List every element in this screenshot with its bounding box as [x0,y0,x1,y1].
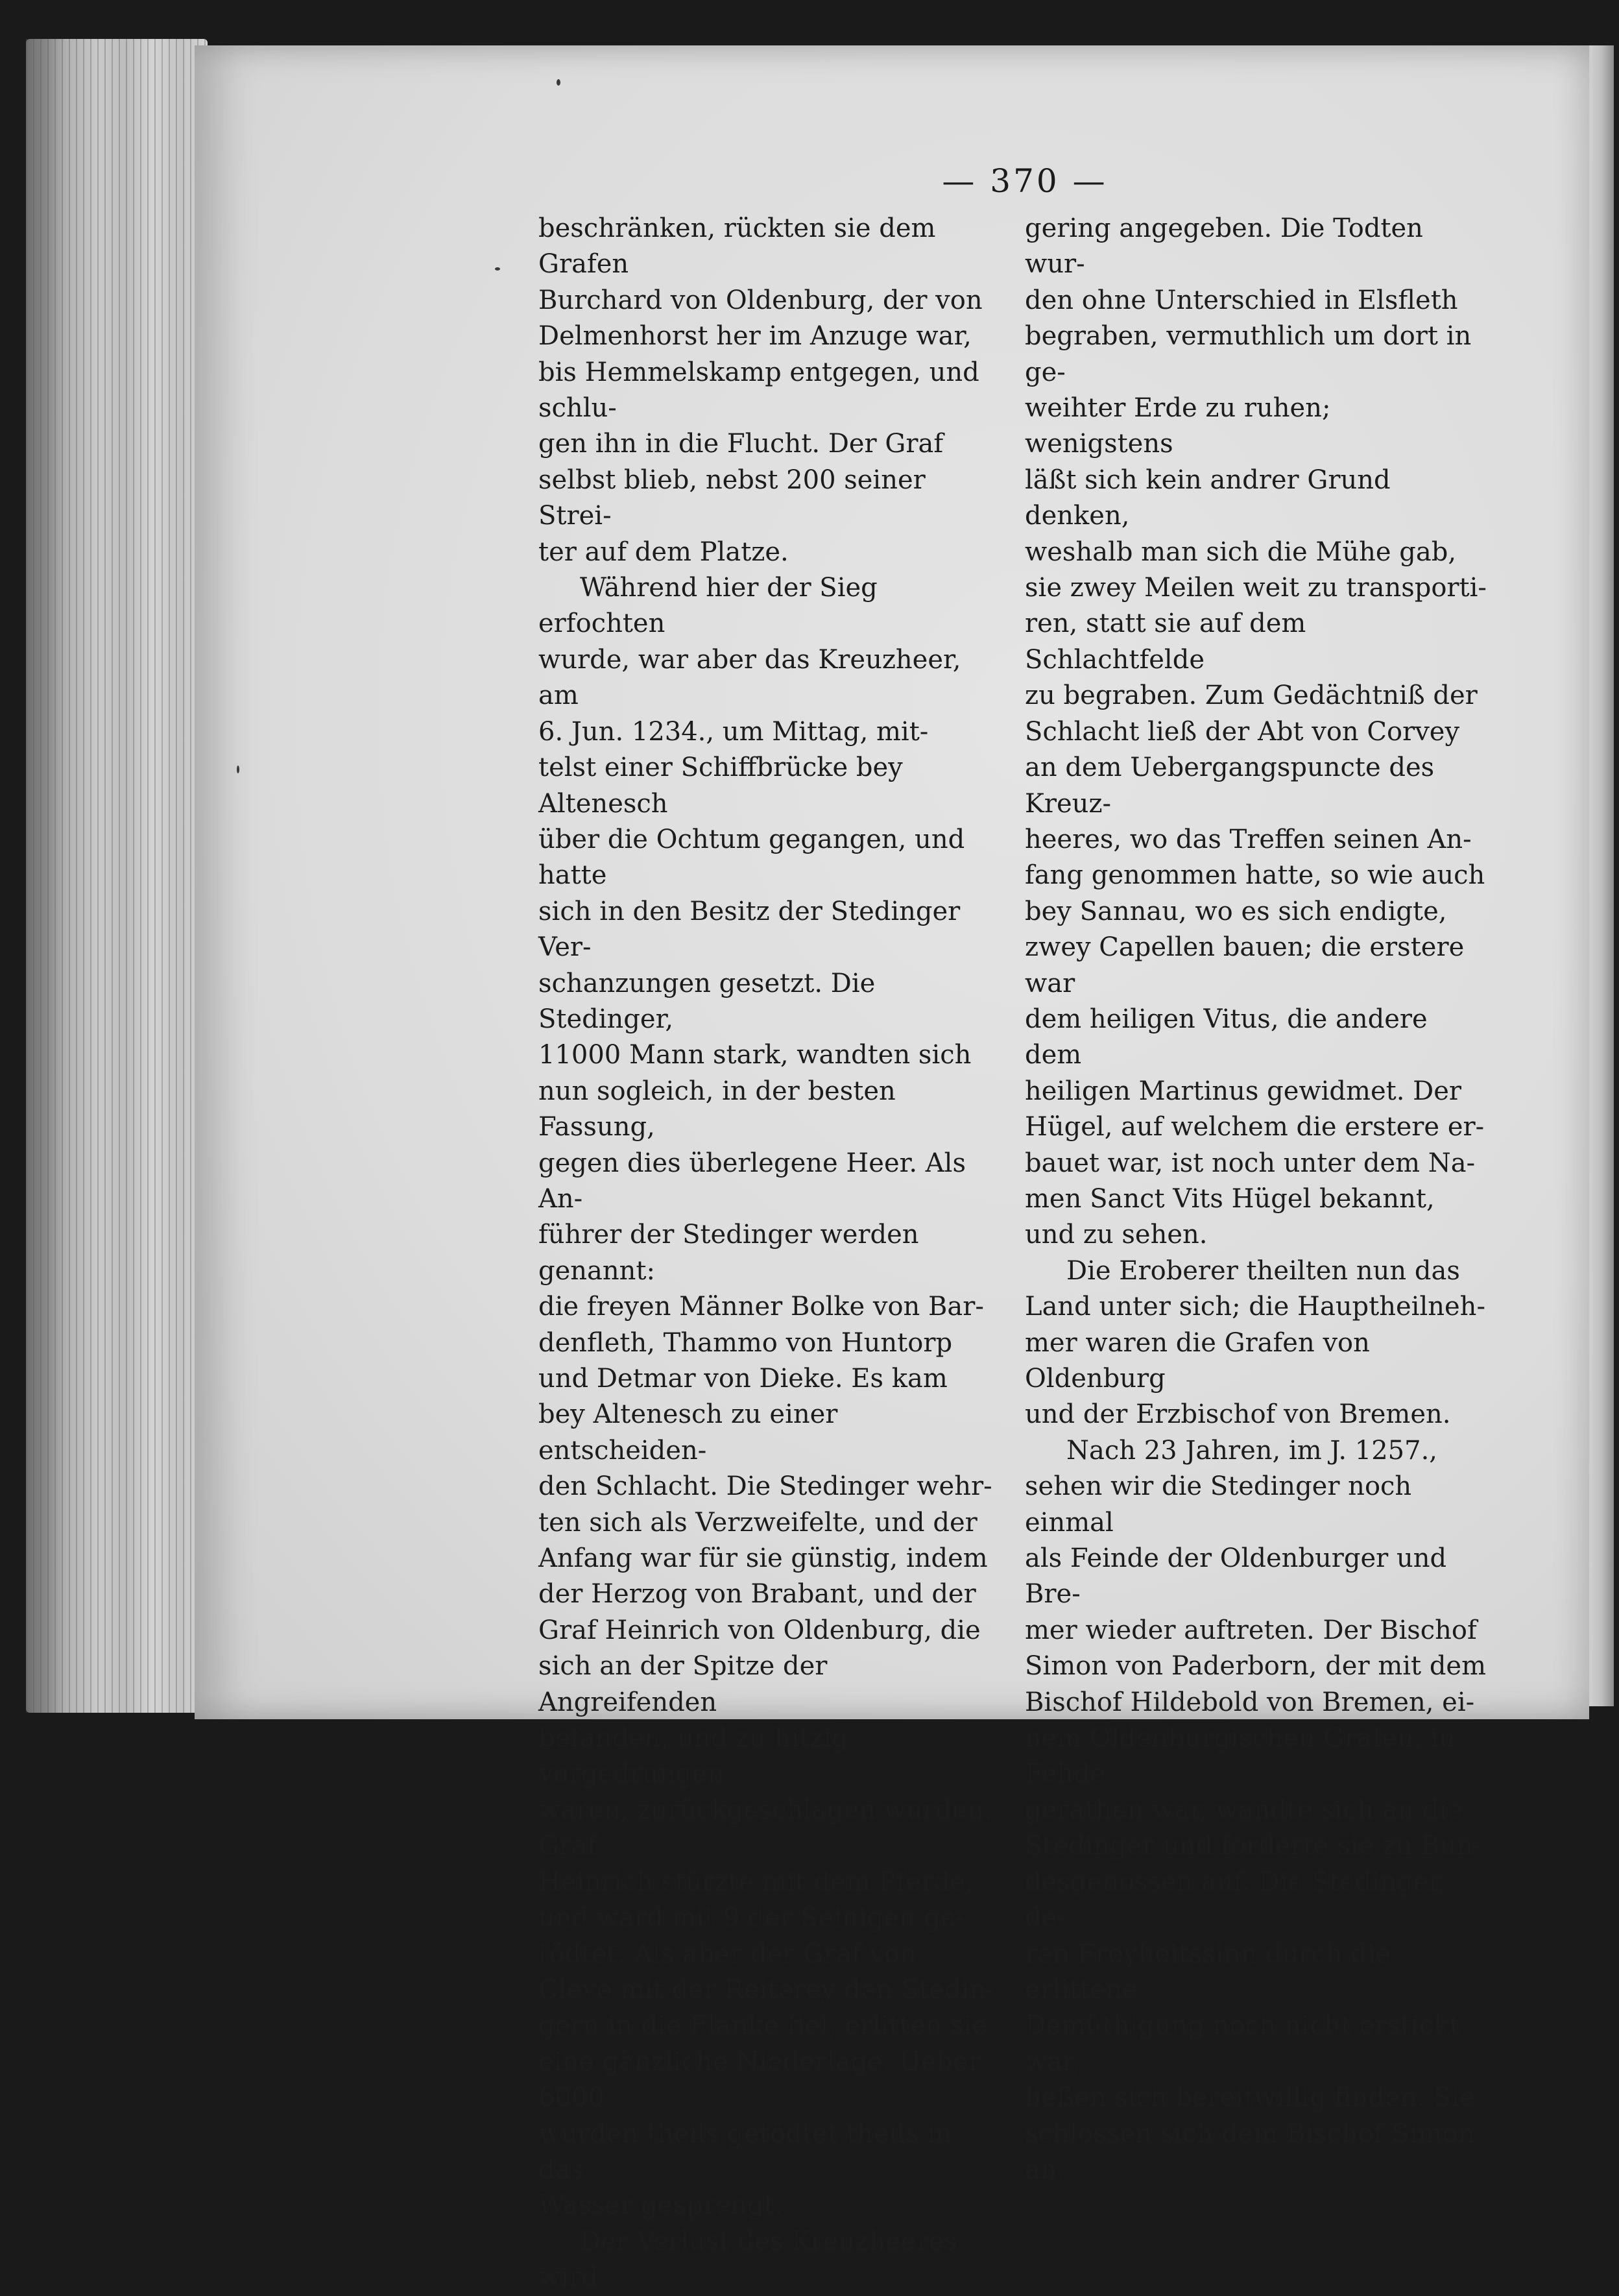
page-edges [26,39,208,1713]
paragraph: Nach 23 Jahren, im J. 1257., sehen wir die Stedinger noch einmal als Feinde der Oldenburger und Bre- mer wieder auftreten. Der Bischof Simon von Paderborn, der mit dem Bischof Hildebold von Bremen, ei- nem Oldenburgischen Grafen, in Fehde gerathen war, wandte sich an die Stedinger und forderte sie zu Bun- desgenossen auf. Die Stedinger, de- ren Freyheitssinn durch die erlittene Demüthigung noch nicht erstickt war, ließen sich bereitwillig finden. Sie schlossen sich dem Bischof Simon an, [1025,1435,1487,2184]
left-text-column [538,211,999,2296]
paragraph: Der Verlust des Kreuzheeres wird [538,2226,957,2293]
page-number: — 370 — [942,162,1108,200]
ink-speck [495,267,500,271]
paragraph: beschränken, rückten sie dem Grafen Burchard von Oldenburg, der von Delmenhorst her im Anzuge war, bis Hemmelskamp entgegen, und schlu- gen ihn in die Flucht. Der Graf selbst blieb, nebst 200 seiner Strei- ter auf dem Platze. [538,213,983,567]
ink-speck [557,79,560,86]
paragraph: Die Eroberer theilten nun das Land unter sich; die Hauptheilneh- mer waren die Grafen von Oldenburg und der Erzbischof von Bremen. [1025,1255,1485,1430]
paragraph: Während hier der Sieg erfochten wurde, war aber das Kreuzheer, am 6. Jun. 1234., um Mittag, mit- telst einer Schiffbrücke bey Altenesch über die Ochtum gegangen, und hatte sich in den Besitz der Stedinger Ver- schanzungen gesetzt. Die Stedinger, 11000 Mann stark, wandten sich nun sogleich, in der besten Fassung, gegen dies überlegene Heer. Als An- führer der Stedinger werden genannt: die freyen Männer Bolke von Bar- denfleth, Thammo von Huntorp und Detmar von Dieke. Es kam bey Altenesch zu einer entscheiden- den Schlacht. Die Stedinger wehr- ten sich als Verzweifelte, und der Anfang war für sie günstig, indem der Herzog von Brabant, und der Graf Heinrich von Oldenburg, die sich an der Spitze der Angreifenden befanden, und zu hitzig vorgedrungen waren, zurückgeschlagen wurden. Graf Heinrich stürzte mit dem Pferde, und ward mit 9 der Seinigen ge- tödtet. Als aber der Graf von Cleve mit der Reiterey den Stedin- gern in die Flanke fiel, erlitten sie eine gänzliche Niederlage. Ueber 6000 wurden theils getödtet theils in das Wasser gesprengt. [538,573,995,2221]
book-page-stack [26,39,208,1713]
paragraph: gering angegeben. Die Todten wur- den ohne Unterschied in Elsfleth begraben, vermuthlich um dort in ge- weihter Erde zu ruhen; wenigstens läßt sich kein andrer Grund denken, weshalb man sich die Mühe gab, sie zwey Meilen weit zu transporti- ren, statt sie auf dem Schlachtfelde zu begraben. Zum Gedächtniß der Schlacht ließ der Abt von Corvey an dem Uebergangspuncte des Kreuz- heeres, wo das Treffen seinen An- fang genommen hatte, so wie auch bey Sannau, wo es sich endigte, zwey Capellen bauen; die erstere war dem heiligen Vitus, die andere dem heiligen Martinus gewidmet. Der Hügel, auf welchem die erstere er- bauet war, ist noch unter dem Na- men Sanct Vits Hügel bekannt, und zu sehen. [1025,213,1487,1250]
right-text-column [1025,211,1487,2188]
ink-speck [237,766,239,773]
